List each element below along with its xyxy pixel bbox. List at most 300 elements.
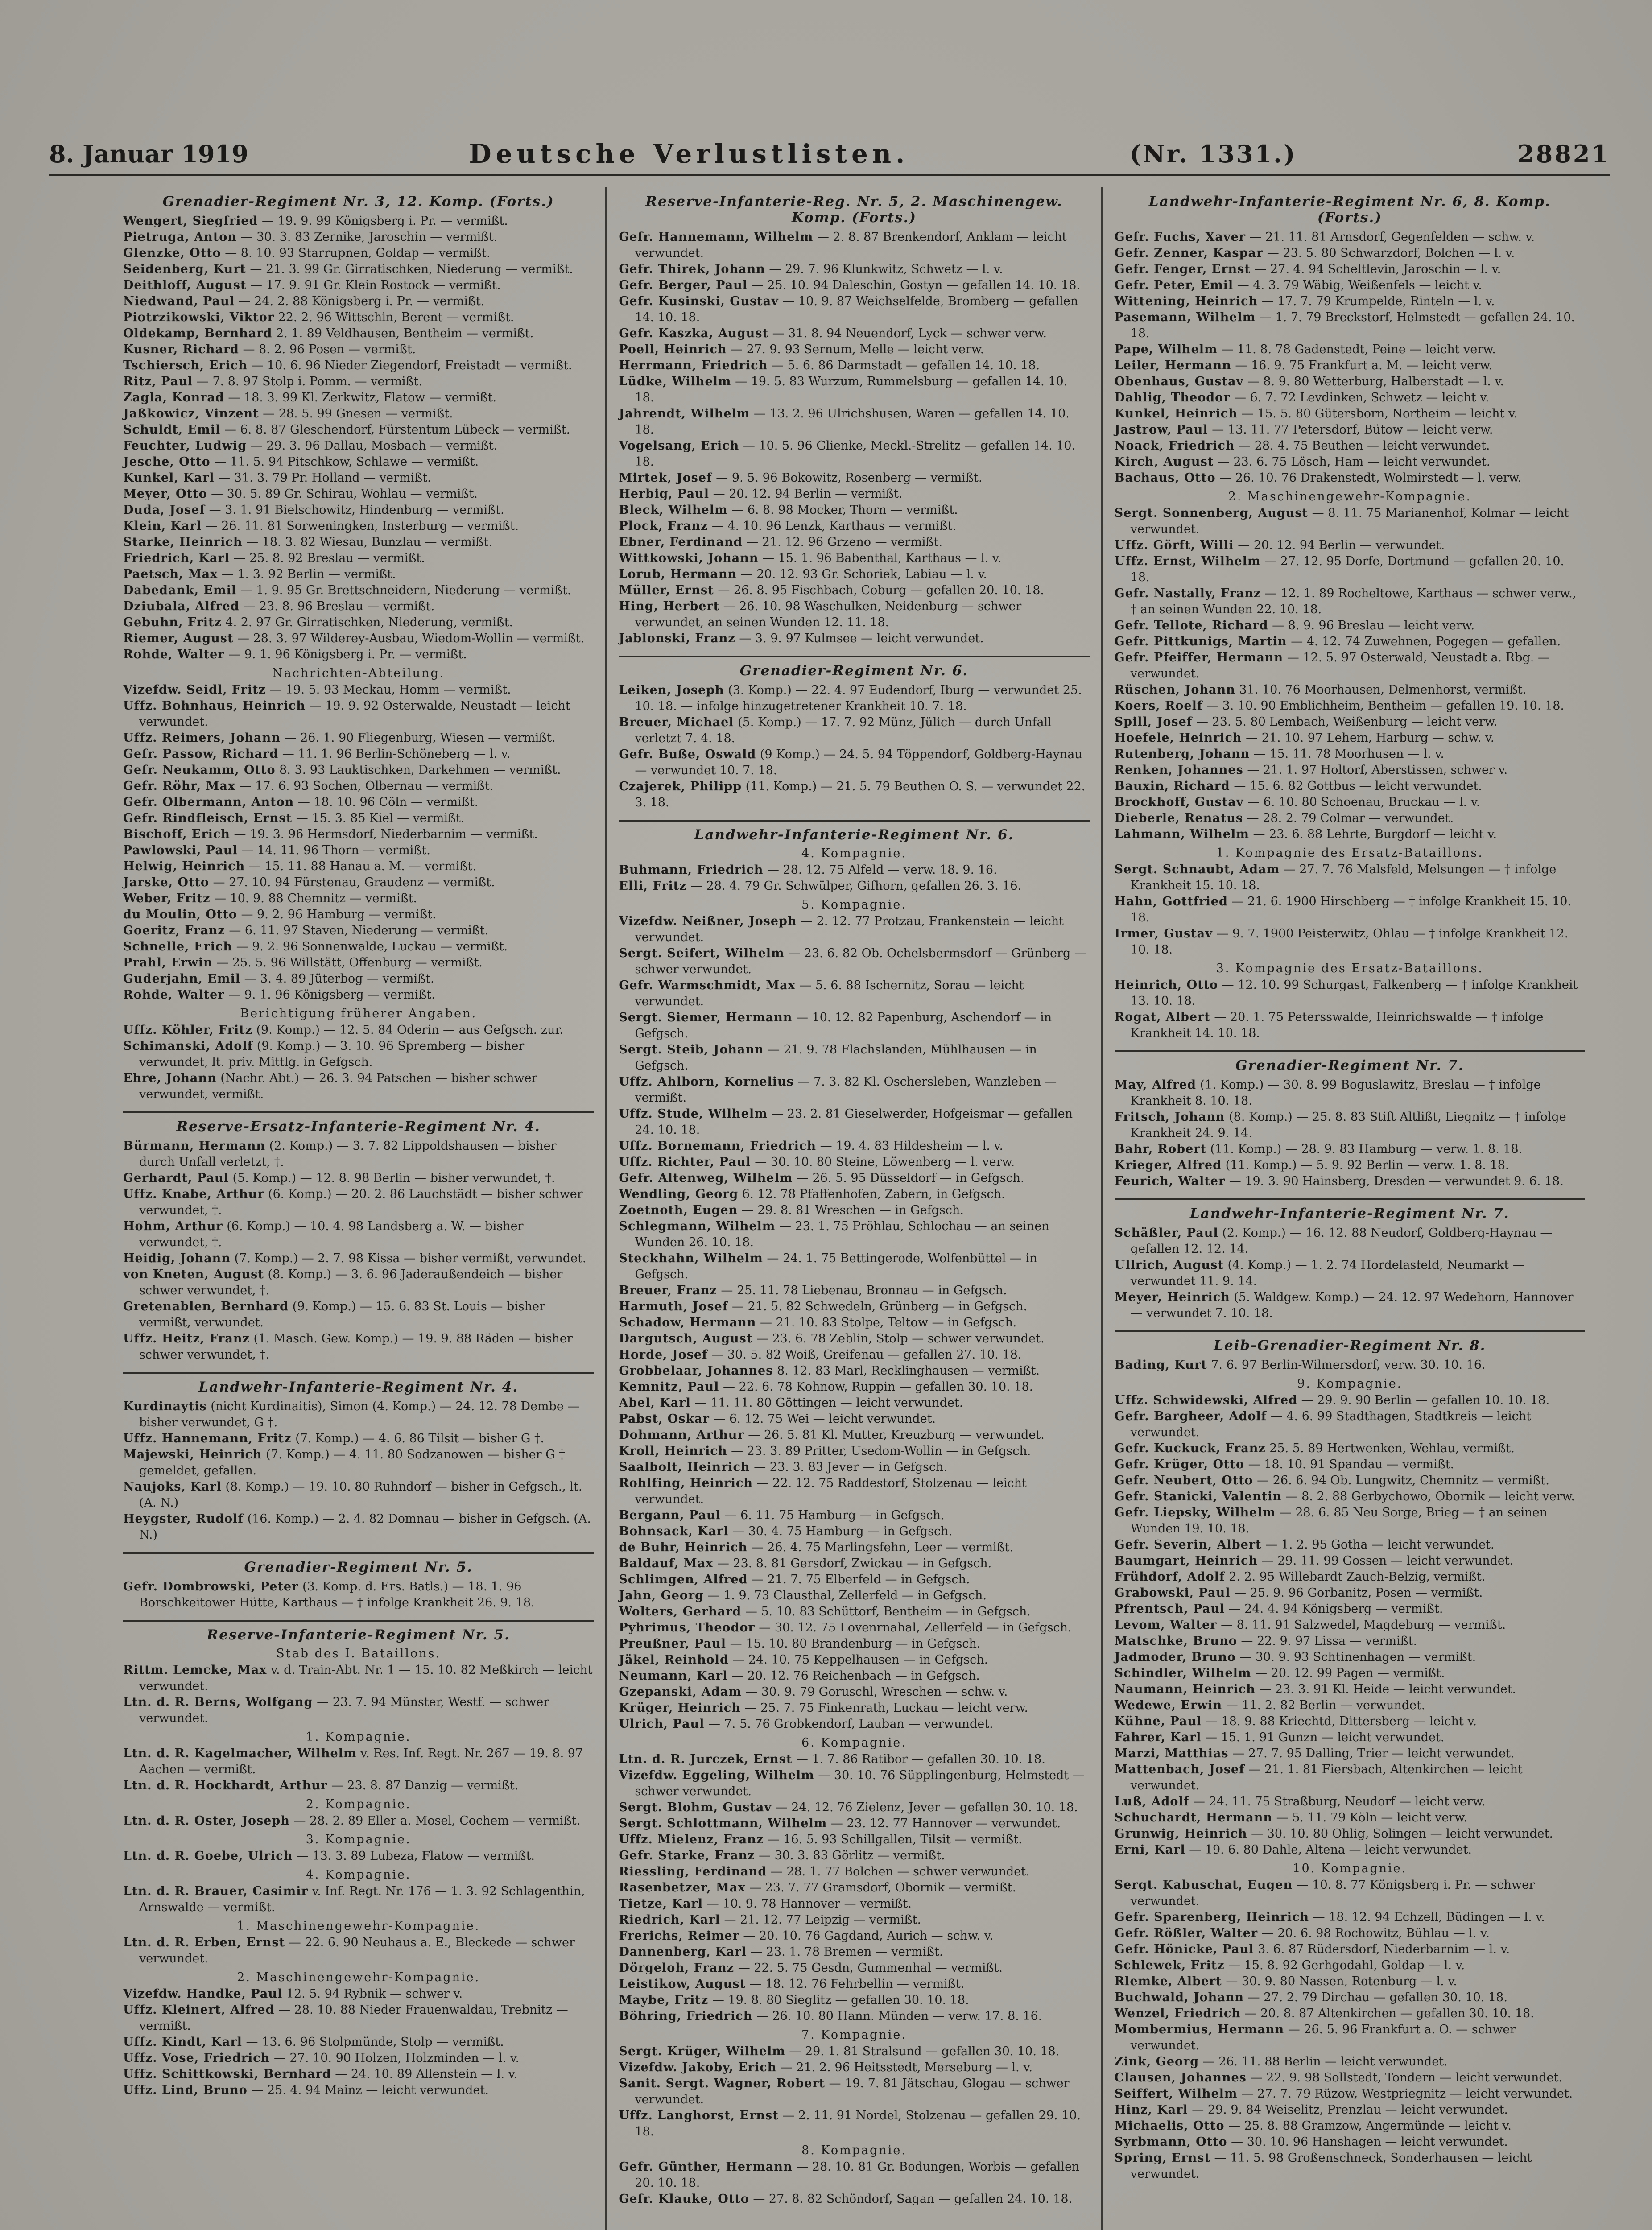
casualty-details: 8. 3. 93 Lauktischken, Darkehmen — vermißt. (279, 763, 561, 777)
unit-subheading: 7. Kompagnie. (801, 2028, 907, 2042)
casualty-entry (123, 438, 594, 454)
soldier-name: Kurdinaytis (123, 1400, 207, 1413)
casualty-details: — 28. 4. 75 Beuthen — leicht verwundet. (1239, 439, 1490, 453)
soldier-name: Gefr. Neubert, Otto (1114, 1474, 1253, 1487)
casualty-entry (123, 310, 594, 326)
soldier-name: Uffz. Reimers, Johann (123, 731, 281, 745)
casualty-entry (619, 1992, 1089, 2008)
soldier-name: Gefr. Rößler, Walter (1114, 1926, 1258, 1940)
casualty-details: 2. 2. 95 Willebardt Zauch-Belzig, vermißt. (1229, 1570, 1486, 1584)
casualty-details: — 26. 10. 98 Waschulken, Neidenburg — schwer verwundet, an seinen Wunden 12. 11. 18. (635, 599, 1022, 629)
casualty-entry (123, 826, 594, 842)
casualty-entry (619, 261, 1089, 277)
casualty-details: — 10. 8. 77 Königsberg i. Pr. — schwer verwundet. (1130, 1878, 1535, 1908)
casualty-entry (1115, 698, 1585, 714)
casualty-entry (123, 1986, 594, 2002)
casualty-entry (123, 907, 594, 923)
casualty-entry (1115, 1077, 1585, 1109)
soldier-name: Gefr. Olbermann, Anton (123, 795, 294, 809)
casualty-details: — 23. 6. 78 Zeblin, Stolp — schwer verwundet. (756, 1332, 1045, 1346)
soldier-name: Piotrzikowski, Viktor (123, 310, 274, 324)
soldier-name: Uffz. Richter, Paul (619, 1155, 751, 1169)
casualty-details: — 20. 10. 76 Gagdand, Aurich — schw. v. (743, 1929, 994, 1943)
casualty-entry (1115, 714, 1585, 730)
soldier-name: Poell, Heinrich (619, 343, 727, 356)
soldier-name: Pawlowski, Paul (123, 843, 238, 857)
casualty-details: 3. 6. 87 Rüdersdorf, Niederbarnim — l. v. (1258, 1942, 1510, 1956)
casualty-details: — 23. 5. 80 Schwarzdorf, Bolchen — l. v. (1267, 246, 1515, 260)
casualty-entry (619, 1475, 1089, 1507)
soldier-name: Schäßler, Paul (1114, 1226, 1218, 1240)
soldier-name: Wittkowski, Johann (619, 551, 759, 565)
casualty-entry (619, 2159, 1089, 2191)
casualty-details: — 22. 6. 90 Neuhaus a. E., Bleckede — schwer verwundet. (139, 1936, 575, 1966)
casualty-entry (123, 566, 594, 582)
casualty-entry (619, 631, 1089, 647)
casualty-details: — 2. 12. 77 Protzau, Frankenstein — leicht verwundet. (635, 914, 1064, 944)
soldier-name: Vizefdw. Seidl, Fritz (123, 683, 266, 697)
casualty-entry (619, 1751, 1089, 1767)
soldier-name: Wengert, Siegfried (123, 214, 258, 228)
casualty-entry (619, 1976, 1089, 1992)
casualty-entry (1115, 1665, 1585, 1681)
casualty-details: — 28. 3. 97 Wilderey-Ausbau, Wiedom-Wollin — vermißt. (237, 632, 585, 645)
soldier-name: Uffz. Vose, Friedrich (123, 2051, 270, 2065)
casualty-entry (123, 746, 594, 762)
casualty-details: — 30. 5. 82 Woiß, Greifenau — gefallen 27. 10. 18. (711, 1348, 1022, 1362)
unit-subheading: 3. Kompagnie des Ersatz-Bataillons. (1216, 962, 1483, 975)
soldier-name: Jahrendt, Wilhelm (619, 407, 750, 421)
unit-subheading: 2. Kompagnie. (306, 1797, 411, 1811)
casualty-details: — 11. 5. 94 Pitschkow, Schlawe — vermißt. (214, 455, 479, 469)
casualty-details: — 22. 12. 75 Raddestorf, Stolzenau — leicht verwundet. (635, 1476, 1027, 1506)
casualty-entry (123, 842, 594, 859)
casualty-details: (3. Komp.) — 22. 4. 97 Eudendorf, Iburg — verwundet 25. 10. 18. — infolge hinzugetretener Krankheit 10. 7. 18. (635, 683, 1082, 713)
casualty-entry (123, 615, 594, 631)
casualty-details: — 19. 4. 83 Hildesheim — l. v. (820, 1139, 1004, 1153)
casualty-entry (1115, 618, 1585, 634)
casualty-details: — 13. 2. 96 Ulrichshusen, Waren — gefallen 14. 10. 18. (635, 407, 1070, 437)
casualty-details: — 20. 12. 93 Gr. Schoriek, Labiau — l. v. (740, 567, 987, 581)
soldier-name: Jaßkowicz, Vinzent (123, 407, 259, 421)
casualty-details: — 11. 2. 82 Berlin — verwundet. (1226, 1698, 1425, 1712)
casualty-details: — 27. 7. 79 Rüzow, Westpriegnitz — leicht verwundet. (1241, 2087, 1573, 2101)
soldier-name: Buchwald, Johann (1114, 1990, 1244, 2004)
regiment-heading: Reserve-Ersatz-Infanterie-Regiment Nr. 4. (123, 1111, 594, 1135)
soldier-name: Feuchter, Ludwig (123, 439, 247, 453)
soldier-name: Vizefdw. Handke, Paul (123, 1987, 283, 2001)
casualty-entry (123, 698, 594, 730)
casualty-entry (123, 374, 594, 390)
casualty-details: — 23. 12. 77 Hannover — verwundet. (830, 1817, 1061, 1830)
casualty-entry (1115, 1714, 1585, 1730)
casualty-entry (619, 1459, 1089, 1475)
casualty-entry (123, 1399, 594, 1431)
casualty-entry (123, 2066, 594, 2082)
casualty-entry (1115, 1842, 1585, 1858)
soldier-name: Sergt. Sonnenberg, August (1114, 506, 1309, 520)
casualty-details: — 22. 5. 75 Gesdn, Gummenhal — vermißt. (738, 1961, 1003, 1975)
casualty-entry (1115, 2086, 1585, 2102)
soldier-name: Glenzke, Otto (123, 246, 221, 260)
soldier-name: Harmuth, Josef (619, 1300, 728, 1313)
casualty-details: — 25. 4. 94 Mainz — leicht verwundet. (251, 2083, 489, 2097)
casualty-details: 25. 5. 89 Hertwenken, Wehlau, vermißt. (1269, 1441, 1515, 1455)
soldier-name: Prahl, Erwin (123, 956, 213, 970)
casualty-details: — 21. 2. 96 Heitsstedt, Merseburg — l. v. (780, 2061, 1032, 2074)
soldier-name: Pabst, Oskar (619, 1412, 710, 1426)
soldier-name: Schuldt, Emil (123, 423, 221, 437)
soldier-name: Gefr. Warmschmidt, Max (619, 979, 796, 992)
soldier-name: Friedrich, Karl (123, 551, 230, 565)
soldier-name: Schlewek, Fritz (1114, 1958, 1225, 1972)
casualty-entry (1115, 762, 1585, 778)
casualty-details: — 12. 10. 99 Schurgast, Falkenberg — † infolge Krankheit 13. 10. 18. (1130, 978, 1578, 1008)
soldier-name: Sanit. Sergt. Wagner, Robert (619, 2077, 825, 2090)
casualty-details: (2. Komp.) — 16. 12. 88 Neudorf, Goldberg-Haynau — gefallen 12. 12. 14. (1130, 1226, 1553, 1256)
casualty-details: — 6. 8. 87 Gleschendorf, Fürstentum Lübeck — vermißt. (224, 423, 570, 437)
casualty-entry (123, 518, 594, 534)
casualty-entry (1115, 1826, 1585, 1842)
casualty-entry (123, 2082, 594, 2098)
soldier-name: Rittm. Lemcke, Max (123, 1663, 267, 1677)
casualty-details: — 25. 11. 78 Liebenau, Bronnau — in Gefgsch. (721, 1284, 1007, 1297)
casualty-entry (1115, 406, 1585, 422)
soldier-name: Fritsch, Johann (1114, 1110, 1225, 1124)
casualty-entry (1115, 778, 1585, 794)
regiment-heading: Leib-Grenadier-Regiment Nr. 8. (1115, 1330, 1585, 1354)
soldier-name: Lahmann, Wilhelm (1114, 827, 1249, 841)
casualty-details: — 18. 9. 88 Kriechtd, Dittersberg — leicht v. (1205, 1714, 1477, 1728)
casualty-details: — 26. 10. 80 Hann. Münden — verw. 17. 8. 16. (756, 2009, 1042, 2023)
casualty-details: — 21. 6. 1900 Hirschberg — † infolge Krankheit 15. 10. 18. (1130, 895, 1571, 925)
casualty-details: — 30. 9. 80 Nassen, Rotenburg — l. v. (1226, 1974, 1457, 1988)
casualty-entry (619, 1864, 1089, 1880)
casualty-details: — 20. 8. 87 Altenkirchen — gefallen 30. 10. 18. (1244, 2007, 1534, 2020)
soldier-name: Krieger, Alfred (1114, 1158, 1222, 1172)
casualty-details: (9. Komp.) — 3. 10. 96 Spremberg — bisher verwundet, lt. priv. Mittlg. in Gefgsch. (139, 1039, 525, 1069)
casualty-details: v. Res. Inf. Regt. Nr. 267 — 19. 8. 97 Aachen — vermißt. (139, 1747, 583, 1776)
casualty-details: — 20. 1. 75 Petersswalde, Heinrichswalde — † infolge Krankheit 14. 10. 18. (1130, 1010, 1544, 1040)
column-1 (112, 187, 605, 2230)
casualty-details: — 21. 7. 75 Elberfeld — in Gefgsch. (752, 1573, 970, 1586)
casualty-entry (123, 326, 594, 342)
casualty-entry (123, 647, 594, 663)
soldier-name: Fahrer, Karl (1114, 1730, 1202, 1744)
soldier-name: Rohlfing, Heinrich (619, 1476, 753, 1490)
casualty-entry (619, 1636, 1089, 1652)
casualty-entry (123, 1883, 594, 1916)
casualty-entry (619, 1218, 1089, 1251)
soldier-name: Zagla, Konrad (123, 391, 224, 405)
soldier-name: Elli, Fritz (619, 879, 687, 893)
soldier-name: Sergt. Steib, Johann (619, 1043, 764, 1057)
casualty-details: — 5. 6. 88 Ischernitz, Sorau — leicht verwundet. (635, 979, 1024, 1008)
casualty-entry (619, 277, 1089, 293)
casualty-details: — 23. 1. 75 Pröhlau, Schlochau — an seinen Wunden 26. 10. 18. (635, 1219, 1049, 1249)
casualty-details: — 1. 9. 95 Gr. Brettschneidern, Niederung — vermißt. (240, 583, 571, 597)
casualty-entry (1115, 2150, 1585, 2182)
soldier-name: Bergann, Paul (619, 1508, 721, 1522)
soldier-name: Sergt. Schlottmann, Wilhelm (619, 1817, 827, 1830)
soldier-name: Koers, Roelf (1114, 699, 1203, 713)
casualty-entry (619, 1138, 1089, 1154)
casualty-details: — 15. 8. 92 Gerhgodahl, Goldap — l. v. (1228, 1958, 1465, 1972)
casualty-entry (1115, 229, 1585, 245)
casualty-details: — 9. 1. 96 Königsberg i. Pr. — vermißt. (228, 648, 467, 661)
soldier-name: Syrbmann, Otto (1114, 2135, 1227, 2149)
soldier-name: Schindler, Wilhelm (1114, 1666, 1251, 1680)
casualty-entry (1115, 1173, 1585, 1189)
casualty-details: (11. Komp.) — 21. 5. 79 Beuthen O. S. — verwundet 22. 3. 18. (635, 780, 1086, 809)
casualty-details: 6. 12. 78 Pfaffenhofen, Zabern, in Gefgsch. (742, 1187, 1005, 1201)
casualty-details: — 27. 12. 95 Dorfe, Dortmund — gefallen 20. 10. 18. (1130, 554, 1565, 584)
casualty-entry (123, 1186, 594, 1218)
soldier-name: Heinrich, Otto (1114, 978, 1218, 992)
casualty-entry (123, 2034, 594, 2050)
casualty-details: — 12. 5. 97 Osterwald, Neustadt a. Rbg. — verwundet. (1130, 651, 1550, 681)
casualty-details: — 27. 9. 93 Sernum, Melle — leicht verw. (731, 343, 984, 356)
soldier-name: Ltn. d. R. Kagelmacher, Wilhelm (123, 1747, 357, 1760)
soldier-name: Uffz. Stude, Wilhelm (619, 1107, 768, 1121)
casualty-details: (6. Komp.) — 10. 4. 98 Landsberg a. W. — bisher verwundet, †. (139, 1219, 524, 1249)
casualty-details: — 8. 10. 93 Starrupnen, Goldap — vermißt. (225, 246, 491, 260)
soldier-name: Levom, Walter (1114, 1618, 1217, 1632)
casualty-details: — 6. 7. 72 Levdinken, Schwetz — leicht v. (1234, 391, 1489, 405)
casualty-entry (619, 374, 1089, 406)
casualty-entry (123, 1935, 594, 1967)
casualty-details: — 26. 1. 90 Fliegenburg, Wiesen — vermißt. (284, 731, 556, 745)
casualty-details: — 27. 8. 82 Schöndorf, Sagan — gefallen 24. 10. 18. (753, 2192, 1073, 2206)
casualty-entry (1115, 1794, 1585, 1810)
soldier-name: Uffz. Langhorst, Ernst (619, 2109, 779, 2123)
casualty-entry (619, 1347, 1089, 1363)
casualty-entry (619, 1767, 1089, 1800)
regiment-heading: Reserve-Infanterie-Reg. Nr. 5, 2. Maschinengew. Komp. (Forts.) (645, 194, 1063, 226)
casualty-entry (1115, 438, 1585, 454)
soldier-name: Dargutsch, August (619, 1332, 753, 1346)
casualty-entry (123, 390, 594, 406)
casualty-entry (1115, 977, 1585, 1009)
casualty-entry (1115, 2022, 1585, 2054)
casualty-details: — 4. 3. 79 Wäbig, Weißenfels — leicht v. (1237, 278, 1482, 292)
soldier-name: Bischoff, Erich (123, 827, 230, 841)
casualty-details: — 29. 9. 84 Weiselitz, Prenzlau — leicht verwundet. (1192, 2103, 1508, 2117)
casualty-entry (619, 2060, 1089, 2076)
casualty-details: — 29. 7. 96 Klunkwitz, Schwetz — l. v. (769, 262, 1003, 276)
casualty-entry (619, 1363, 1089, 1379)
page-number: 28821 (1517, 140, 1610, 168)
casualty-entry (123, 486, 594, 502)
soldier-name: Gefr. Stanicki, Valentin (1114, 1490, 1282, 1503)
soldier-name: Gefr. Sparenberg, Heinrich (1114, 1910, 1309, 1924)
casualty-details: — 10. 9. 88 Chemnitz — vermißt. (214, 892, 417, 905)
casualty-details: — 6. 10. 80 Schoenau, Bruckau — l. v. (1247, 795, 1480, 809)
casualty-entry (619, 518, 1089, 534)
casualty-details: — 3. 4. 89 Jüterbog — vermißt. (244, 972, 434, 986)
casualty-details: — 30. 4. 75 Hamburg — in Gefgsch. (732, 1524, 953, 1538)
casualty-entry (619, 1170, 1089, 1186)
casualty-entry (123, 891, 594, 907)
soldier-name: Dabedank, Emil (123, 583, 237, 597)
casualty-entry (123, 1299, 594, 1331)
casualty-details: — 9. 7. 1900 Peisterwitz, Ohlau — † infolge Krankheit 12. 10. 18. (1130, 927, 1569, 957)
casualty-details: — 23. 1. 78 Bremen — vermißt. (750, 1945, 943, 1959)
casualty-entry (1115, 470, 1585, 486)
soldier-name: Mattenbach, Josef (1114, 1763, 1245, 1776)
casualty-details: 7. 6. 97 Berlin-Wilmersdorf, verw. 30. 10. 16. (1211, 1358, 1486, 1372)
casualty-entry (619, 2076, 1089, 2108)
soldier-name: Schuchardt, Hermann (1114, 1811, 1273, 1825)
casualty-details: — 26. 8. 95 Fischbach, Coburg — gefallen 20. 10. 18. (718, 583, 1044, 597)
soldier-name: Bleck, Wilhelm (619, 503, 728, 517)
soldier-name: Riessling, Ferdinand (619, 1865, 767, 1879)
soldier-name: Schadow, Hermann (619, 1316, 756, 1330)
soldier-name: Feurich, Walter (1114, 1174, 1226, 1188)
casualty-entry (1115, 794, 1585, 810)
regiment-heading: Landwehr-Infanterie-Regiment Nr. 6. (619, 820, 1089, 843)
casualty-details: — 26. 10. 76 Drakenstedt, Wolmirstedt — l. verw. (1219, 471, 1522, 485)
casualty-entry (1115, 310, 1585, 342)
soldier-name: Müller, Ernst (619, 583, 714, 597)
casualty-details: — 8. 9. 80 Wetterburg, Halberstadt — l. v. (1247, 375, 1504, 388)
casualty-details: — 20. 12. 94 Berlin — vermißt. (713, 487, 903, 501)
soldier-name: Gefr. Buße, Oswald (619, 747, 756, 761)
casualty-details: — 19. 3. 96 Hermsdorf, Niederbarnim — vermißt. (234, 827, 538, 841)
casualty-details: — 16. 5. 93 Schillgallen, Tilsit — vermißt. (767, 1833, 1022, 1846)
casualty-details: (nicht Kurdinaitis), Simon (4. Komp.) — 24. 12. 78 Dembe — bisher verwundet, G †. (139, 1400, 580, 1429)
casualty-entry (1115, 1697, 1585, 1714)
casualty-details: — 18. 3. 82 Wiesau, Bunzlau — vermißt. (246, 535, 492, 549)
casualty-entry (123, 1746, 594, 1778)
casualty-details: — 24. 10. 89 Allenstein — l. v. (335, 2067, 518, 2081)
casualty-entry (123, 971, 594, 987)
soldier-name: Grunwig, Heinrich (1114, 1827, 1247, 1841)
casualty-details: — 24. 10. 75 Keppelhausen — in Gefgsch. (732, 1653, 988, 1667)
soldier-name: Gefr. Günther, Hermann (619, 2160, 793, 2174)
casualty-details: — 27. 10. 90 Holzen, Holzminden — l. v. (273, 2051, 520, 2065)
soldier-name: Bahr, Robert (1114, 1142, 1206, 1156)
casualty-entry (1115, 730, 1585, 746)
soldier-name: Ltn. d. R. Goebe, Ulrich (123, 1849, 293, 1863)
soldier-name: Gebuhn, Fritz (123, 615, 222, 629)
casualty-details: — 12. 1. 89 Rocheltowe, Karthaus — schwer verw., † an seinen Wunden 22. 10. 18. (1130, 586, 1577, 616)
casualty-entry (1115, 1357, 1585, 1373)
casualty-entry (123, 470, 594, 486)
soldier-name: Wedewe, Erwin (1114, 1698, 1222, 1712)
casualty-details: — 1. 3. 92 Berlin — vermißt. (221, 567, 396, 581)
casualty-details: — 23. 6. 88 Lehrte, Burgdorf — leicht v. (1253, 827, 1497, 841)
soldier-name: Uffz. Knabe, Arthur (123, 1187, 264, 1201)
casualty-details: — 24. 1. 75 Bettingerode, Wolfenbüttel — in Gefgsch. (635, 1251, 1037, 1281)
casualty-details: — 23. 7. 94 Münster, Westf. — schwer verwundet. (139, 1695, 549, 1725)
casualty-entry (1115, 1505, 1585, 1537)
casualty-entry (619, 1832, 1089, 1848)
soldier-name: Sergt. Siemer, Hermann (619, 1011, 793, 1024)
casualty-details: (1. Komp.) — 30. 8. 99 Boguslawitz, Breslau — † infolge Krankheit 8. 10. 18. (1130, 1078, 1541, 1108)
casualty-entry (1115, 1141, 1585, 1157)
soldier-name: Hohm, Arthur (123, 1219, 223, 1233)
casualty-details: — 21. 1. 81 Fiersbach, Altenkirchen — leicht verwundet. (1130, 1763, 1523, 1792)
casualty-entry (619, 1848, 1089, 1864)
soldier-name: Horde, Josef (619, 1348, 708, 1362)
soldier-name: Frühdorf, Adolf (1114, 1570, 1225, 1584)
casualty-entry (1115, 1810, 1585, 1826)
casualty-details: — 19. 7. 81 Jätschau, Glogau — schwer verwundet. (635, 2077, 1070, 2106)
regiment-heading: Grenadier-Regiment Nr. 7. (1115, 1050, 1585, 1074)
casualty-details: — 28. 4. 79 Gr. Schwülper, Gifhorn, gefallen 26. 3. 16. (690, 879, 1022, 893)
soldier-name: Wolters, Gerhard (619, 1605, 742, 1619)
casualty-details: — 1. 2. 95 Gotha — leicht verwundet. (1265, 1538, 1495, 1552)
casualty-details: — 19. 3. 90 Hainsberg, Dresden — verwundet 9. 6. 18. (1229, 1174, 1564, 1188)
casualty-entry (123, 1778, 594, 1794)
casualty-entry (123, 730, 594, 746)
casualty-details: — 4. 12. 74 Zuwehnen, Pogegen — gefallen. (1291, 635, 1561, 648)
casualty-entry (1115, 1762, 1585, 1794)
casualty-entry (1115, 537, 1585, 553)
soldier-name: Tschiersch, Erich (123, 359, 248, 372)
soldier-name: Gefr. Bargheer, Adolf (1114, 1409, 1267, 1423)
casualty-details: (2. Komp.) — 3. 7. 82 Lippoldshausen — bisher durch Unfall verletzt, †. (139, 1139, 557, 1169)
casualty-details: — 23. 8. 81 Gersdorf, Zwickau — in Gefgsch. (717, 1557, 992, 1570)
soldier-name: Gefr. Kusinski, Gustav (619, 294, 779, 308)
unit-subheading: 3. Kompagnie. (306, 1833, 411, 1846)
casualty-entry (1115, 1990, 1585, 2006)
casualty-details: — 24. 4. 94 Königsberg — vermißt. (1228, 1602, 1443, 1616)
casualty-details: — 8. 11. 75 Marianenhof, Kolmar — leicht verwundet. (1130, 506, 1569, 536)
soldier-name: von Kneten, August (123, 1268, 264, 1281)
casualty-entry (619, 1524, 1089, 1540)
casualty-details: (16. Komp.) — 2. 4. 82 Domnau — bisher in Gefgsch. (A. N.) (139, 1512, 591, 1542)
casualty-details: — 26. 11. 88 Berlin — leicht verwundet. (1202, 2055, 1448, 2069)
casualty-details: (9 Komp.) — 24. 5. 94 Töppendorf, Goldberg-Haynau — verwundet 10. 7. 18. (635, 747, 1082, 777)
casualty-details: — 6. 11. 97 Staven, Niederung — vermißt. (229, 924, 489, 937)
casualty-entry (619, 406, 1089, 438)
casualty-entry (1115, 277, 1585, 293)
casualty-entry (1115, 1289, 1585, 1321)
casualty-details: (1. Masch. Gew. Komp.) — 19. 9. 88 Räden — bisher schwer verwundet, †. (139, 1332, 573, 1362)
casualty-details: (3. Komp. d. Ers. Batls.) — 18. 1. 96 Borschkeitower Hütte, Karthaus — † infolge Krankheit 26. 9. 18. (139, 1580, 535, 1610)
soldier-name: Saalbolt, Heinrich (619, 1460, 750, 1474)
casualty-entry (123, 277, 594, 293)
casualty-entry (619, 1331, 1089, 1347)
casualty-details: — 20. 12. 94 Berlin — verwundet. (1238, 538, 1445, 552)
casualty-entry (123, 1218, 594, 1251)
casualty-details: — 24. 11. 75 Straßburg, Neudorf — leicht verw. (1193, 1795, 1486, 1809)
casualty-details: — 23. 7. 77 Gramsdorf, Obornik — vermißt. (749, 1881, 1016, 1895)
casualty-entry (1115, 1649, 1585, 1665)
casualty-entry (1115, 553, 1585, 586)
soldier-name: Niedwand, Paul (123, 294, 235, 308)
soldier-name: Leiken, Joseph (619, 683, 724, 697)
casualty-details: — 31. 3. 79 Pr. Holland — vermißt. (218, 471, 431, 485)
casualty-details: — 20. 6. 98 Rochowitz, Bühlau — l. v. (1261, 1926, 1490, 1940)
casualty-details: — 13. 3. 89 Lubeza, Flatow — vermißt. (296, 1849, 535, 1863)
casualty-details: — 18. 3. 99 Kl. Zerkwitz, Flatow — vermißt. (228, 391, 497, 405)
casualty-details: — 27. 2. 79 Dirchau — gefallen 30. 10. 18. (1247, 1990, 1507, 2004)
soldier-name: Deithloff, August (123, 278, 247, 292)
casualty-entry (123, 762, 594, 778)
soldier-name: Sergt. Kabuschat, Eugen (1114, 1878, 1293, 1892)
casualty-entry (1115, 1601, 1585, 1617)
casualty-details: — 27. 10. 94 Fürstenau, Graudenz — vermißt. (213, 875, 495, 889)
soldier-name: Uffz. Köhler, Fritz (123, 1023, 252, 1037)
soldier-name: Irmer, Gustav (1114, 927, 1213, 941)
soldier-name: Helwig, Heinrich (123, 859, 245, 873)
casualty-entry (619, 2008, 1089, 2024)
soldier-name: Zoetnoth, Eugen (619, 1203, 738, 1217)
soldier-name: Schlegmann, Wilhelm (619, 1219, 776, 1233)
